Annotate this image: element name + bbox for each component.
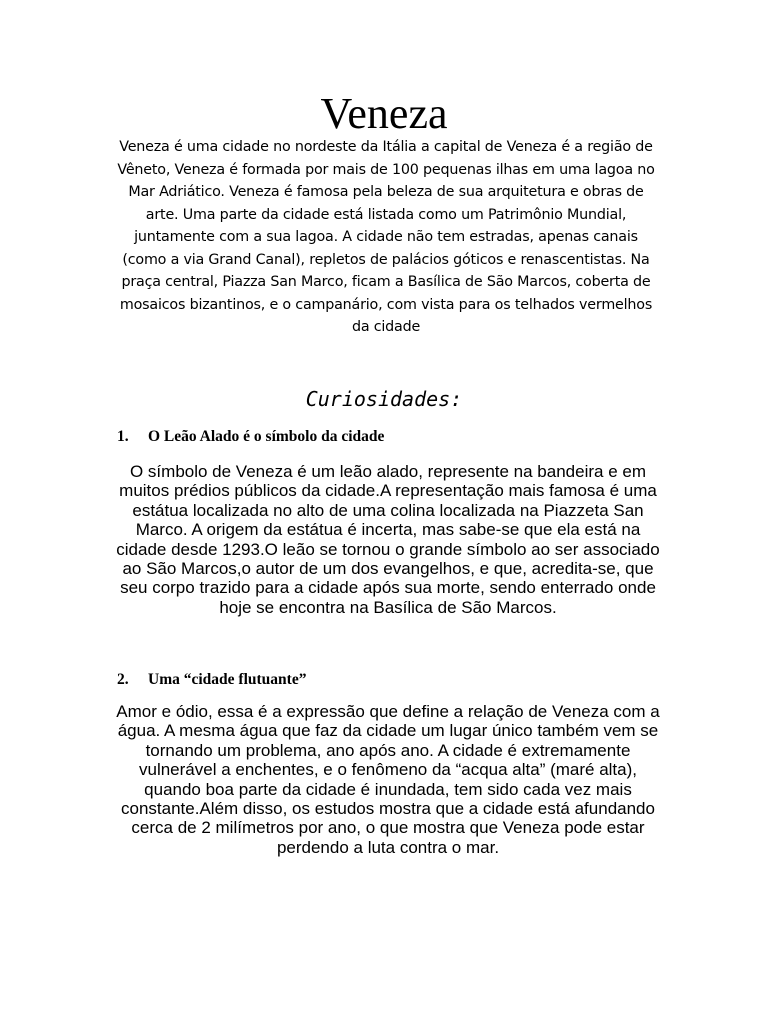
item-body: Amor e ódio, essa é a expressão que define a relação de Veneza com a água. A mesma água que faz da cidade um lugar único também vem se tornando um problema, ano após ano. A cidade é extremamente vulnerável a enchentes, e o fenômeno da “acqua alta” (maré alta), quando boa parte da cidade é inundada, tem sido cada vez mais constante.Além disso, os estudos mostra que a cidade está afundando cerca de 2 milímetros por ano, o que mostra que Veneza pode estar perdendo a luta contra o mar.	[116, 702, 660, 857]
section-heading: Curiosidades:	[305, 387, 463, 411]
document-title: Veneza	[320, 89, 448, 138]
item-heading	[117, 669, 306, 691]
item-number: 2.	[117, 671, 129, 688]
item-heading-text: Uma “cidade flutuante”	[148, 671, 307, 688]
intro-paragraph: Veneza é uma cidade no nordeste da Itália a capital de Veneza é a região de Vêneto, Veneza é formada por mais de 100 pequenas ilhas em uma lagoa no Mar Adriático. Veneza é famosa pela beleza de sua arquitetura e obras de arte. Uma parte da cidade está listada como um Patrimônio Mundial, juntamente com a sua lagoa. A cidade não tem estradas, apenas canais (como a via Grand Canal), repletos de palácios góticos e renascentistas. Na praça central, Piazza San Marco, ficam a Basílica de São Marcos, coberta de mosaicos bizantinos, e o campanário, com vista para os telhados vermelhos da cidade	[117, 139, 655, 335]
item-heading	[117, 426, 384, 448]
item-number: 1.	[117, 428, 129, 445]
item-body: O símbolo de Veneza é um leão alado, represente na bandeira e em muitos prédios públicos da cidade.A representação mais famosa é uma estátua localizada no alto de uma colina localizada na Piazzeta San Marco. A origem da estátua é incerta, mas sabe-se que ela está na cidade desde 1293.O leão se tornou o grande símbolo ao ser associado ao São Marcos,o autor de um dos evangelhos, e que, acredita-se, que seu corpo trazido para a cidade após sua morte, sendo enterrado onde hoje se encontra na Basílica de São Marcos.	[116, 462, 660, 617]
item-heading-text: O Leão Alado é o símbolo da cidade	[148, 428, 385, 445]
